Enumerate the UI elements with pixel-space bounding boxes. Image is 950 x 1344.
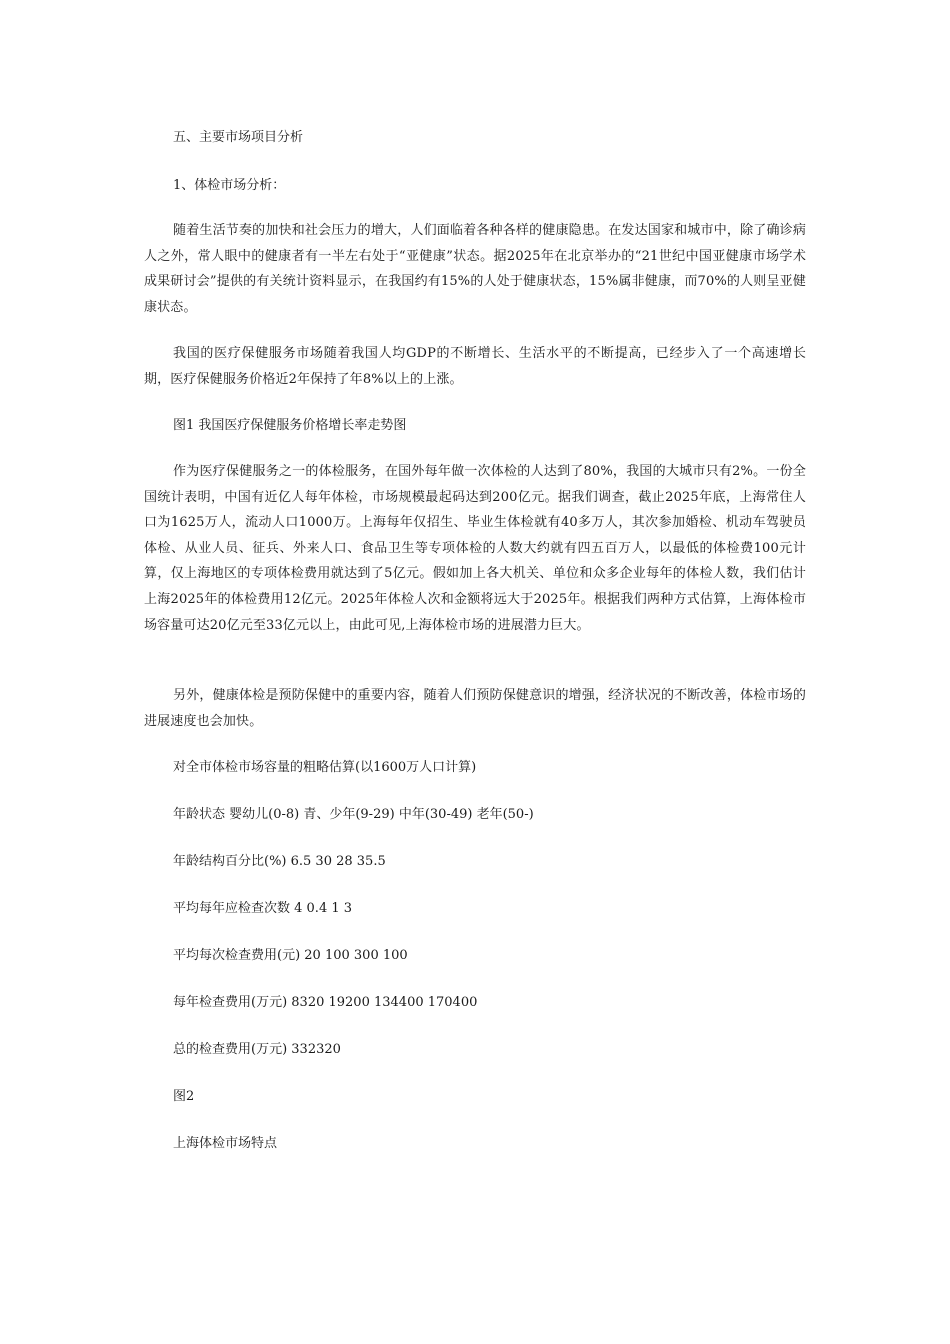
table-row-age-groups: 年龄状态 婴幼儿(0-8) 青、少年(9-29) 中年(30-49) 老年(50-) — [173, 807, 534, 822]
table-row-check-frequency: 平均每年应检查次数 4 0.4 1 3 — [173, 901, 353, 916]
estimate-title: 对全市体检市场容量的粗略估算(以1600万人口计算) — [173, 760, 477, 775]
section-heading: 五、主要市场项目分析 — [173, 130, 304, 145]
paragraph-market-growth: 我国的医疗保健服务市场随着我国人均GDP的不断增长、生活水平的不断提高，已经步入了一个高速增长期，医疗保健服务价格近2年保持了年8%以上的上涨。 — [144, 346, 806, 387]
table-row-cost-per-check: 平均每次检查费用(元) 20 100 300 100 — [173, 948, 408, 963]
closing-heading: 上海体检市场特点 — [173, 1136, 278, 1151]
table-row-total-cost: 总的检查费用(万元) 332320 — [173, 1042, 341, 1057]
paragraph-checkup-market: 作为医疗保健服务之一的体检服务，在国外每年做一次体检的人达到了80%，我国的大城市只有2%。一份全国统计表明，中国有近亿人每年体检，市场规模最起码达到200亿元。据我们调查，截止2025年底，上海常住人口为1625万人，流动人口1000万。上海每年仅招生、毕业生体检就有40多万人，其次参加婚检、机动车驾驶员体检、从业人员、征兵、外来人口、食品卫生等专项体检的人数大约就有四五百万人，以最低的体检费100元计算，仅上海地区的专项体检费用就达到了5亿元。假如加上各大机关、单位和众多企业每年的体检人数，我们估计上海2025年的体检费用12亿元。2025年体检人次和金额将远大于2025年。根据我们两种方式估算，上海体检市场容量可达20亿元至33亿元以上，由此可见,上海体检市场的进展潜力巨大。 — [144, 464, 806, 633]
table-row-age-percent: 年龄结构百分比(%) 6.5 30 28 35.5 — [173, 854, 386, 869]
paragraph-outlook: 另外，健康体检是预防保健中的重要内容，随着人们预防保健意识的增强，经济状况的不断改善，体检市场的进展速度也会加快。 — [144, 688, 806, 729]
figure2-caption: 图2 — [173, 1089, 195, 1104]
subsection-heading: 1、体检市场分析： — [173, 178, 286, 193]
table-row-annual-cost: 每年检查费用(万元) 8320 19200 134400 170400 — [173, 995, 478, 1010]
paragraph-subhealth: 随着生活节奏的加快和社会压力的增大，人们面临着各种各样的健康隐患。在发达国家和城市中，除了确诊病人之外，常人眼中的健康者有一半左右处于“亚健康”状态。据2025年在北京举办的“21世纪中国亚健康市场学术成果研讨会”提供的有关统计资料显示，在我国约有15%的人处于健康状态，15%属非健康，而70%的人则呈亚健康状态。 — [144, 223, 806, 315]
figure1-caption: 图1 我国医疗保健服务价格增长率走势图 — [173, 418, 407, 433]
